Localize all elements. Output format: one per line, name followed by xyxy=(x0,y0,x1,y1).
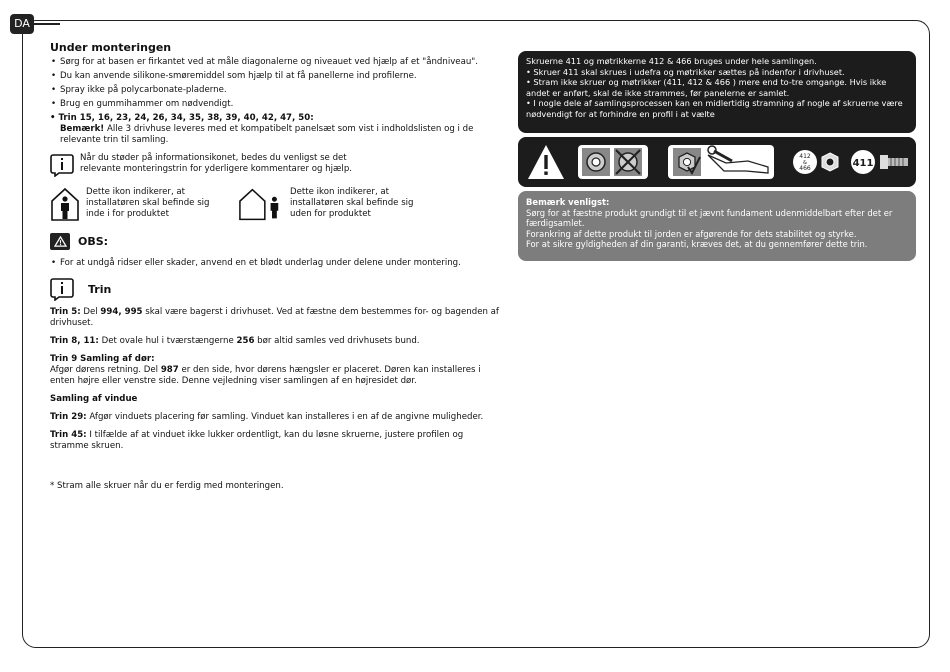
obs-list xyxy=(50,258,500,269)
steps-note: • Trin 15, 16, 23, 24, 26, 34, 35, 38, 39, 40, 42, 47, 50: Bemærk! Alle 3 drivhuse leveres med et kompatibelt panelsæt som vist i indholdslisten og i de relevante trin til samling. xyxy=(50,113,474,145)
bullet-list xyxy=(50,57,500,110)
outside-explainer xyxy=(238,187,438,221)
trin9-label: Trin 9 Samling af dør: xyxy=(50,354,155,364)
bullet-item: • Spray ikke på polycarbonate-pladerne. xyxy=(50,85,500,96)
bullet-item: • Du kan anvende silikone-smøremiddel som hjælp til at få panellerne ind profilerne. xyxy=(50,71,500,82)
wrench-hand-icon xyxy=(668,145,774,179)
bullet-item: • Brug en gummihammer om nødvendigt. xyxy=(50,99,500,110)
no-overtighten-icon xyxy=(578,145,648,179)
notice-box xyxy=(518,191,916,261)
svg-text:411: 411 xyxy=(852,158,874,169)
note-text: Alle 3 drivhuse leveres med et kompatibelt panelsæt som vist i indholdslisten og i de relevante trin til samling. xyxy=(60,124,474,145)
hardware-icon-bar xyxy=(518,137,916,187)
info-icon xyxy=(50,153,74,177)
screw-info-box xyxy=(518,51,916,133)
screw-info-line: • Skruer 411 skal skrues i udefra og møtrikker sættes på indenfor i drivhuset. xyxy=(526,66,845,77)
notice-title: Bemærk venligst: xyxy=(526,197,610,207)
hardware-icons xyxy=(518,137,916,187)
steps-label: Trin 15, 16, 23, 24, 26, 34, 35, 38, 39, 40, 42, 47, 50: xyxy=(58,113,314,123)
screw-411-badge xyxy=(851,150,875,174)
notice-line: For at sikre gyldigheden af din garanti, kræves det, at du gennemfører dette trin. xyxy=(526,239,868,249)
warning-triangle-icon xyxy=(528,145,564,179)
outside-text: Dette ikon indikerer, at installatøren skal befinde sig uden for produktet xyxy=(290,187,414,219)
info-text: Når du støder på informationsikonet, bedes du venligst se det relevante monteringstrin for yderligere kommentarer og hjælp. xyxy=(80,153,353,174)
trin29-note: Trin 29: Afgør vinduets placering før samling. Vinduet kan installeres i en af de angivne muligheder. xyxy=(50,412,484,422)
nut-412-466-badge xyxy=(793,150,817,174)
section-title: Under monteringen xyxy=(50,41,172,54)
screw-info-line: • Stram ikke skruer og møtrikker (411, 412 & 466 ) mere end to-tre omgange. Hvis ikke andet er anført, skal de ikke strammes, før panelerne er samlet. xyxy=(526,77,887,98)
trin45-note: Trin 45: I tilfælde af at vinduet ikke lukker ordentligt, kan du løsne skruerne, justere profilen og stramme skruen. xyxy=(50,430,464,451)
trin-title: Trin xyxy=(88,282,112,296)
obs-header xyxy=(50,233,500,250)
trin-notes xyxy=(50,307,500,492)
inside-text: Dette ikon indikerer, at installatøren skal befinde sig inde i for produktet xyxy=(86,187,210,219)
note-label: Bemærk! xyxy=(60,124,105,134)
bullet-item: • Sørg for at basen er firkantet ved at måle diagonalerne og niveauet ved hjælp af et "åndniveau". xyxy=(50,57,500,68)
notice-line: Sørg for at fæstne produkt grundigt til et jævnt fundament udenmiddelbart efter det er færdigsamlet. xyxy=(526,207,893,228)
svg-text:466: 466 xyxy=(799,165,811,172)
obs-title: OBS: xyxy=(78,235,109,248)
window-title: Samling af vindue xyxy=(50,394,138,404)
left-column xyxy=(50,42,500,499)
warning-icon xyxy=(50,233,70,250)
screw-info-line: Skruerne 411 og møtrikkerne 412 & 466 bruges under hele samlingen. xyxy=(526,56,817,66)
footnote: * Stram alle skruer når du er ferdig med monteringen. xyxy=(50,481,284,491)
trin9-note: Afgør dørens retning. Del 987 er den side, hvor dørens hængsler er placeret. Døren kan installeres i enten højre eller venstre side. Denne vejledning viser samlingen af en højresidet dør. xyxy=(50,365,481,386)
info-icon xyxy=(50,277,74,301)
screw-icon xyxy=(880,155,908,169)
info-explainer xyxy=(50,153,500,177)
inside-explainer xyxy=(50,187,238,221)
language-line xyxy=(34,23,60,25)
obs-item: • For at undgå ridser eller skader, anvend en et blødt underlag under delene under montering. xyxy=(50,258,500,269)
svg-text:&: & xyxy=(803,160,807,166)
house-inside-icon xyxy=(50,187,80,221)
trin-header xyxy=(50,277,500,301)
notice-line: Forankring af dette produkt til jorden er afgørende for dets stabilitet og styrke. xyxy=(526,228,857,239)
screw-info-line: • I nogle dele af samlingsprocessen kan en midlertidig stramning af nogle af skruerne være nødvendigt for at forhindre en profil i at vælte xyxy=(526,98,903,119)
svg-text:412: 412 xyxy=(799,153,811,160)
trin5-note: Trin 5: Del 994, 995 skal være bagerst i drivhuset. Ved at fæstne dem bestemmes for- og bagenden af drivhuset. xyxy=(50,307,499,328)
house-icons-row xyxy=(50,187,500,221)
nut-icon xyxy=(822,153,838,171)
trin8-note: Trin 8, 11: Det ovale hul i tværstængerne 256 bør altid samles ved drivhusets bund. xyxy=(50,336,420,346)
language-badge: DA xyxy=(10,14,34,34)
house-outside-icon xyxy=(238,187,284,221)
